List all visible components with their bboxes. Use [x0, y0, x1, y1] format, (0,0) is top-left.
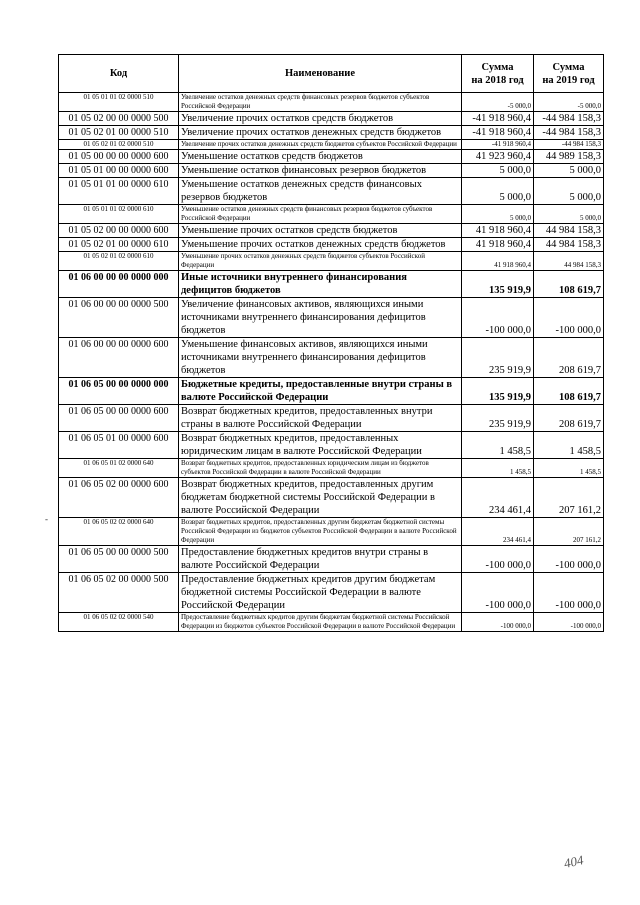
row-name: Увеличение остатков денежных средств финансовых резервов бюджетов субъектов Российской Федерации — [179, 93, 462, 112]
table-row — [59, 93, 604, 112]
row-sum-2018: 41 918 960,4 — [462, 252, 534, 271]
row-sum-2018: -100 000,0 — [462, 613, 534, 632]
row-sum-2019: 5 000,0 — [534, 205, 604, 224]
row-name: Возврат бюджетных кредитов, предоставленных юридическим лицам из бюджетов субъектов Российской Федерации в валюте Российской Федерации — [179, 459, 462, 478]
row-name: Иные источники внутреннего финансирования дефицитов бюджетов — [179, 271, 462, 298]
table-row — [59, 205, 604, 224]
table-row — [59, 112, 604, 126]
table-row — [59, 271, 604, 298]
row-name: Возврат бюджетных кредитов, предоставленных другим бюджетам бюджетной системы Российской Федерации из бюджетов субъектов Российской Федерации в валюте Российской Федерации — [179, 518, 462, 546]
row-sum-2019: 5 000,0 — [534, 178, 604, 205]
row-sum-2018: 235 919,9 — [462, 338, 534, 378]
row-name: Бюджетные кредиты, предоставленные внутри страны в валюте Российской Федерации — [179, 378, 462, 405]
page-number-handwritten: 404 — [562, 852, 585, 871]
header-code: Код — [59, 55, 179, 93]
header-sum-label-2018: Сумма — [481, 61, 514, 73]
row-sum-2018: 1 458,5 — [462, 432, 534, 459]
table-row — [59, 150, 604, 164]
row-sum-2019: 5 000,0 — [534, 164, 604, 178]
row-name: Возврат бюджетных кредитов, предоставленных другим бюджетам бюджетной системы Российской Федерации в валюте Российской Федерации — [179, 478, 462, 518]
row-sum-2019: -44 984 158,3 — [534, 140, 604, 150]
row-sum-2019: 208 619,7 — [534, 338, 604, 378]
row-code: 01 06 05 01 00 0000 600 — [59, 432, 179, 459]
row-code: 01 05 01 01 02 0000 610 — [59, 205, 179, 224]
row-name: Увеличение прочих остатков денежных средств бюджетов — [179, 126, 462, 140]
row-sum-2018: 135 919,9 — [462, 378, 534, 405]
row-name: Уменьшение остатков денежных средств финансовых резервов бюджетов субъектов Российской Федерации — [179, 205, 462, 224]
row-sum-2018: -100 000,0 — [462, 573, 534, 613]
row-sum-2019: 44 984 158,3 — [534, 252, 604, 271]
row-sum-2018: 135 919,9 — [462, 271, 534, 298]
row-name: Уменьшение прочих остатков средств бюджетов — [179, 224, 462, 238]
row-sum-2019: 44 984 158,3 — [534, 224, 604, 238]
table-row — [59, 573, 604, 613]
table-row — [59, 459, 604, 478]
row-code: 01 06 05 02 00 0000 500 — [59, 573, 179, 613]
header-name: Наименование — [179, 55, 462, 93]
row-name: Предоставление бюджетных кредитов внутри страны в валюте Российской Федерации — [179, 546, 462, 573]
row-sum-2019: -100 000,0 — [534, 298, 604, 338]
row-sum-2018: 5 000,0 — [462, 205, 534, 224]
row-sum-2018: 234 461,4 — [462, 478, 534, 518]
row-code: 01 05 02 01 02 0000 610 — [59, 252, 179, 271]
table-body — [59, 93, 604, 632]
table-row — [59, 126, 604, 140]
budget-sources-table — [58, 54, 604, 632]
row-name: Возврат бюджетных кредитов, предоставленных внутри страны в валюте Российской Федерации — [179, 405, 462, 432]
margin-mark: - — [45, 514, 48, 524]
table-row — [59, 546, 604, 573]
row-code: 01 06 05 02 00 0000 600 — [59, 478, 179, 518]
row-name: Предоставление бюджетных кредитов другим бюджетам бюджетной системы Российской Федерации в валюте Российской Федерации — [179, 573, 462, 613]
row-code: 01 05 01 01 02 0000 510 — [59, 93, 179, 112]
row-code: 01 06 00 00 00 0000 600 — [59, 338, 179, 378]
row-sum-2018: -41 918 960,4 — [462, 126, 534, 140]
table-row — [59, 432, 604, 459]
row-sum-2019: 108 619,7 — [534, 271, 604, 298]
row-sum-2018: 41 923 960,4 — [462, 150, 534, 164]
row-sum-2018: 5 000,0 — [462, 178, 534, 205]
row-sum-2019: 108 619,7 — [534, 378, 604, 405]
row-name: Увеличение финансовых активов, являющихся иными источниками внутреннего финансирования дефицитов бюджетов — [179, 298, 462, 338]
row-sum-2019: 44 989 158,3 — [534, 150, 604, 164]
row-sum-2019: -44 984 158,3 — [534, 126, 604, 140]
table-row — [59, 140, 604, 150]
table-row — [59, 224, 604, 238]
row-code: 01 05 02 01 00 0000 610 — [59, 238, 179, 252]
table-row — [59, 478, 604, 518]
row-code: 01 05 02 00 00 0000 600 — [59, 224, 179, 238]
table-row — [59, 164, 604, 178]
row-sum-2018: -100 000,0 — [462, 298, 534, 338]
header-sum-2019 — [534, 55, 604, 93]
row-sum-2018: -5 000,0 — [462, 93, 534, 112]
row-name: Увеличение прочих остатков денежных средств бюджетов субъектов Российской Федерации — [179, 140, 462, 150]
table-row — [59, 238, 604, 252]
row-name: Уменьшение остатков денежных средств финансовых резервов бюджетов — [179, 178, 462, 205]
row-sum-2019: -44 984 158,3 — [534, 112, 604, 126]
row-code: 01 05 01 01 00 0000 610 — [59, 178, 179, 205]
row-code: 01 06 05 00 00 0000 600 — [59, 405, 179, 432]
table-row — [59, 252, 604, 271]
table-header-row — [59, 55, 604, 93]
row-sum-2018: -41 918 960,4 — [462, 140, 534, 150]
row-code: 01 05 02 01 02 0000 510 — [59, 140, 179, 150]
row-code: 01 06 05 02 02 0000 540 — [59, 613, 179, 632]
row-sum-2019: 207 161,2 — [534, 478, 604, 518]
row-sum-2018: 1 458,5 — [462, 459, 534, 478]
table-row — [59, 378, 604, 405]
table-row — [59, 613, 604, 632]
row-name: Уменьшение прочих остатков денежных средств бюджетов субъектов Российской Федерации — [179, 252, 462, 271]
table-row — [59, 178, 604, 205]
row-code: 01 06 05 01 02 0000 640 — [59, 459, 179, 478]
row-sum-2018: 235 919,9 — [462, 405, 534, 432]
row-sum-2019: -100 000,0 — [534, 546, 604, 573]
row-code: 01 05 00 00 00 0000 600 — [59, 150, 179, 164]
row-sum-2018: 234 461,4 — [462, 518, 534, 546]
header-year-2018: на 2018 год — [471, 74, 524, 86]
row-name: Уменьшение остатков финансовых резервов бюджетов — [179, 164, 462, 178]
row-sum-2018: 41 918 960,4 — [462, 224, 534, 238]
row-name: Уменьшение финансовых активов, являющихся иными источниками внутреннего финансирования дефицитов бюджетов — [179, 338, 462, 378]
table-row — [59, 518, 604, 546]
row-name: Увеличение прочих остатков средств бюджетов — [179, 112, 462, 126]
row-code: 01 06 05 00 00 0000 500 — [59, 546, 179, 573]
row-sum-2019: -5 000,0 — [534, 93, 604, 112]
row-name: Уменьшение остатков средств бюджетов — [179, 150, 462, 164]
row-sum-2019: 44 984 158,3 — [534, 238, 604, 252]
row-sum-2019: -100 000,0 — [534, 573, 604, 613]
header-sum-label-2019: Сумма — [552, 61, 585, 73]
header-year-2019: на 2019 год — [542, 74, 595, 86]
row-sum-2018: 5 000,0 — [462, 164, 534, 178]
row-code: 01 05 01 00 00 0000 600 — [59, 164, 179, 178]
row-code: 01 06 00 00 00 0000 000 — [59, 271, 179, 298]
table-row — [59, 338, 604, 378]
row-sum-2018: -100 000,0 — [462, 546, 534, 573]
row-code: 01 05 02 00 00 0000 500 — [59, 112, 179, 126]
row-name: Уменьшение прочих остатков денежных средств бюджетов — [179, 238, 462, 252]
header-sum-2018 — [462, 55, 534, 93]
row-sum-2019: 1 458,5 — [534, 459, 604, 478]
row-sum-2019: 208 619,7 — [534, 405, 604, 432]
row-sum-2018: -41 918 960,4 — [462, 112, 534, 126]
row-name: Предоставление бюджетных кредитов другим бюджетам бюджетной системы Российской Федерации из бюджетов субъектов Российской Федерации в валюте Российской Федерации — [179, 613, 462, 632]
row-sum-2019: -100 000,0 — [534, 613, 604, 632]
row-code: 01 05 02 01 00 0000 510 — [59, 126, 179, 140]
table-row — [59, 298, 604, 338]
row-sum-2019: 1 458,5 — [534, 432, 604, 459]
row-sum-2019: 207 161,2 — [534, 518, 604, 546]
row-sum-2018: 41 918 960,4 — [462, 238, 534, 252]
table-row — [59, 405, 604, 432]
row-code: 01 06 05 00 00 0000 000 — [59, 378, 179, 405]
row-name: Возврат бюджетных кредитов, предоставленных юридическим лицам в валюте Российской Федерации — [179, 432, 462, 459]
row-code: 01 06 05 02 02 0000 640 — [59, 518, 179, 546]
row-code: 01 06 00 00 00 0000 500 — [59, 298, 179, 338]
